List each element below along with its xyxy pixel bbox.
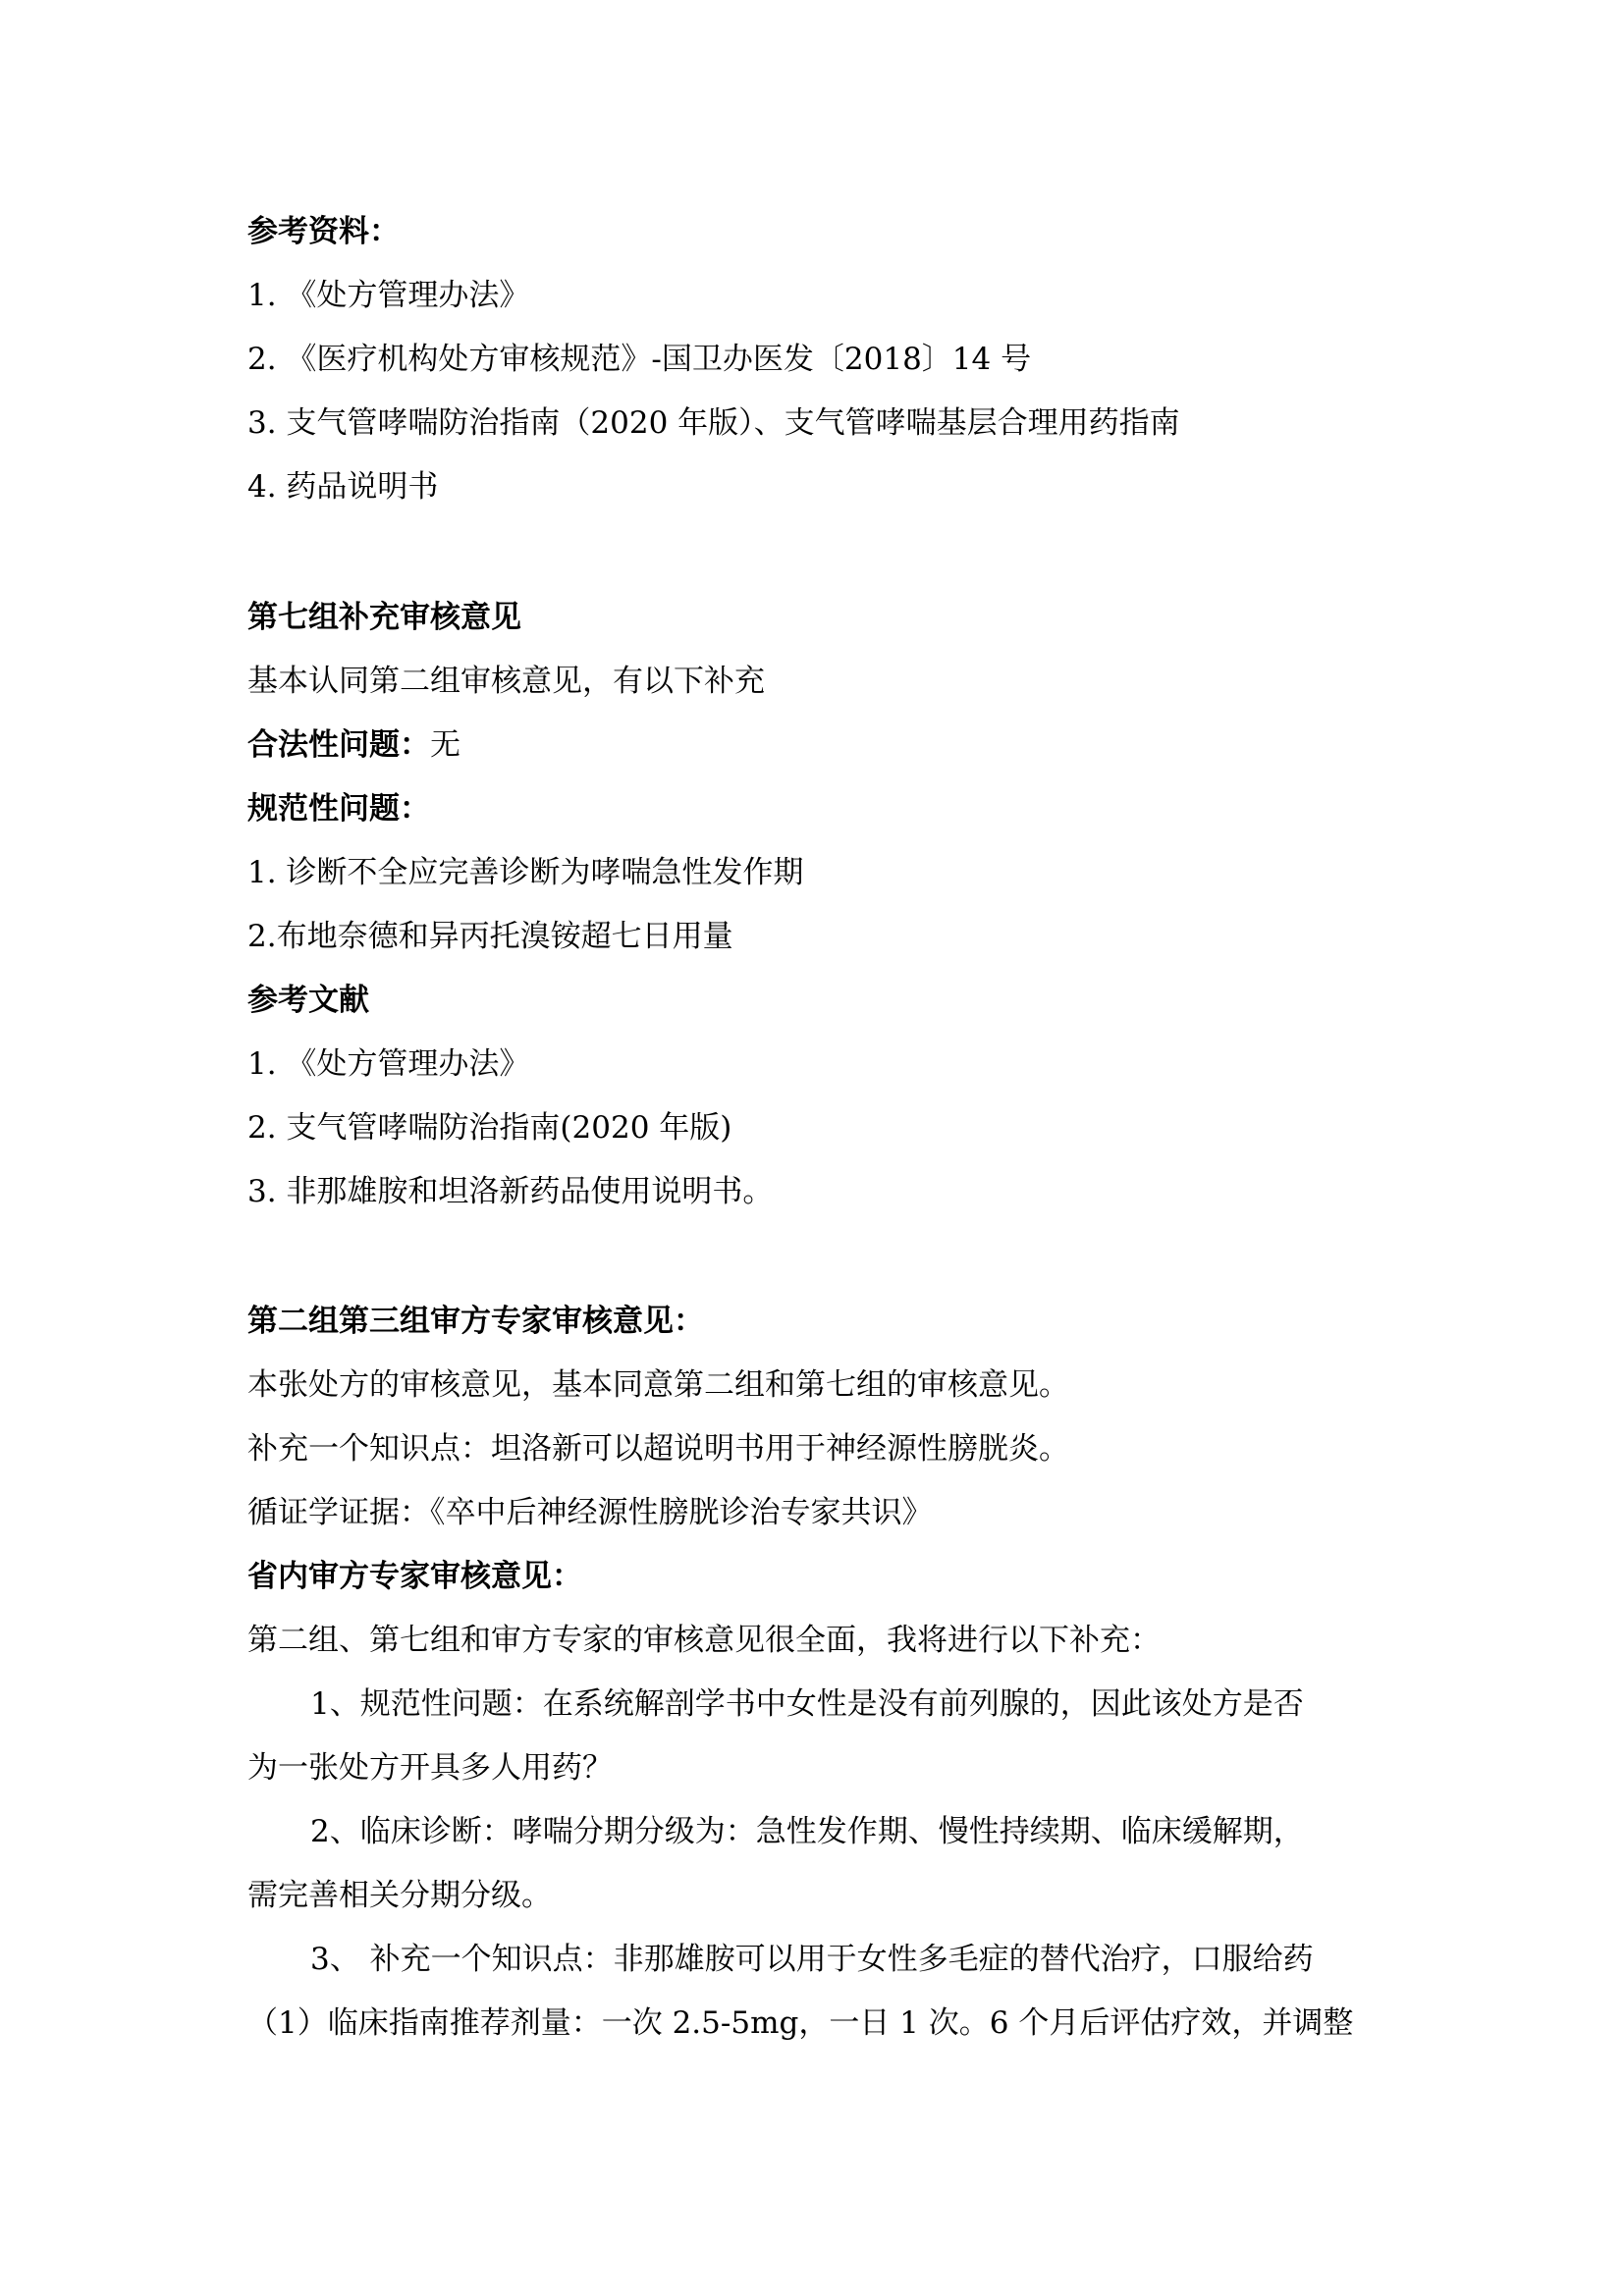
standard-item: 2.布地奈德和异丙托溴铵超七日用量: [247, 919, 733, 954]
reference-materials-heading: 参考资料：: [247, 214, 400, 249]
provincial-experts-heading: 省内审方专家审核意见：: [247, 1559, 582, 1594]
standard-item: 1. 诊断不全应完善诊断为哮喘急性发作期: [247, 855, 804, 890]
legality-value: 无: [430, 727, 460, 763]
expert-groups-line: 循证学证据：《卒中后神经源性膀胱诊治专家共识》: [247, 1495, 933, 1530]
reference-item: 2. 《医疗机构处方审核规范》-国卫办医发〔2018〕14 号: [247, 342, 1032, 377]
reference-item: 3. 非那雄胺和坦洛新药品使用说明书。: [247, 1174, 774, 1209]
legality-line: [247, 725, 460, 765]
paragraph-line: 需完善相关分期分级。: [247, 1878, 552, 1913]
expert-groups-line: 补充一个知识点：坦洛新可以超说明书用于神经源性膀胱炎。: [247, 1431, 1069, 1467]
provincial-intro: 第二组、第七组和审方专家的审核意见很全面，我将进行以下补充：: [247, 1623, 1161, 1658]
paragraph-line: 1、规范性问题：在系统解剖学书中女性是没有前列腺的，因此该处方是否: [310, 1686, 1304, 1722]
reference-item: 3. 支气管哮喘防治指南（2020 年版）、支气管哮喘基层合理用药指南: [247, 405, 1180, 441]
paragraph-line: 为一张处方开具多人用药？: [247, 1750, 613, 1786]
reference-item: 2. 支气管哮喘防治指南(2020 年版): [247, 1110, 732, 1146]
group7-intro: 基本认同第二组审核意见，有以下补充: [247, 664, 765, 699]
standard-heading: 规范性问题：: [247, 791, 430, 827]
reference-item: 1. 《处方管理办法》: [247, 278, 530, 313]
legality-label: 合法性问题：: [247, 727, 430, 763]
reference-item: 4. 药品说明书: [247, 469, 439, 505]
paragraph-line: （1）临床指南推荐剂量：一次 2.5-5mg，一日 1 次。6 个月后评估疗效，并调整: [247, 2005, 1354, 2041]
expert-groups-line: 本张处方的审核意见，基本同意第二组和第七组的审核意见。: [247, 1367, 1069, 1403]
group7-heading: 第七组补充审核意见: [247, 600, 521, 635]
paragraph-line: 3、 补充一个知识点：非那雄胺可以用于女性多毛症的替代治疗，口服给药: [310, 1942, 1314, 1977]
references-heading: 参考文献: [247, 983, 369, 1018]
reference-item: 1. 《处方管理办法》: [247, 1046, 530, 1082]
expert-groups-heading: 第二组第三组审方专家审核意见：: [247, 1304, 704, 1339]
paragraph-line: 2、临床诊断：哮喘分期分级为：急性发作期、慢性持续期、临床缓解期，: [310, 1814, 1304, 1849]
